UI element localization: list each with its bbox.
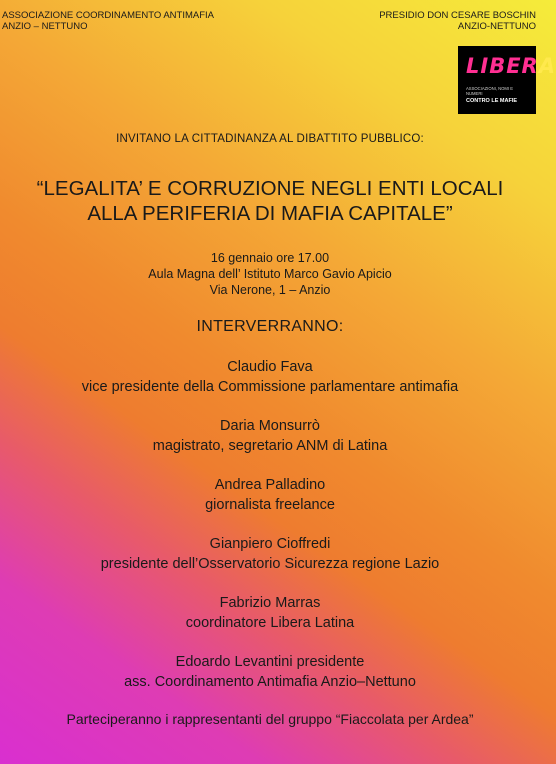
speaker-entry	[0, 534, 540, 593]
organizer-right-line: ANZIO-NETTUNO	[457, 21, 536, 32]
speaker-role: presidente dell’Osservatorio Sicurezza regione Lazio	[100, 556, 440, 572]
speaker-entry	[0, 475, 540, 534]
speaker-entry	[0, 416, 540, 475]
speakers-heading: INTERVERRANNO:	[196, 318, 344, 335]
speaker-role: magistrato, segretario ANM di Latina	[152, 438, 388, 454]
event-address: Via Nerone, 1 – Anzio	[209, 283, 331, 297]
organizer-left	[2, 10, 214, 32]
speaker-name: Gianpiero Cioffredi	[209, 536, 331, 552]
libera-logo	[458, 46, 556, 114]
logo-wordmark	[466, 54, 556, 78]
footer-note: Parteciperanno i rappresentanti del gruppo “Fiaccolata per Ardea”	[66, 711, 474, 727]
event-venue: Aula Magna dell’ Istituto Marco Gavio Apicio	[148, 267, 392, 281]
speaker-role: giornalista freelance	[205, 497, 335, 513]
organizer-left-line: ANZIO – NETTUNO	[2, 21, 88, 32]
invite-line: INVITANO LA CITTADINANZA AL DIBATTITO PUBBLICO:	[116, 133, 424, 145]
event-title-line: “LEGALITA’ E CORRUZIONE NEGLI ENTI LOCALI	[36, 177, 504, 200]
speakers-list	[0, 357, 540, 711]
speaker-role: ass. Coordinamento Antimafia Anzio–Nettuno	[124, 674, 416, 690]
event-date-time: 16 gennaio ore 17.00	[210, 251, 330, 265]
speaker-role: coordinatore Libera Latina	[185, 615, 355, 631]
speaker-name: Claudio Fava	[227, 359, 313, 375]
logo-subtitle: CONTRO LE MAFIE	[466, 98, 518, 104]
speaker-name: Andrea Palladino	[214, 477, 326, 493]
logo-tagline: ASSOCIAZIONI, NOMI E NUMERI	[466, 86, 513, 96]
speaker-name: Edoardo Levantini presidente	[175, 654, 365, 670]
speaker-name: Fabrizio Marras	[219, 595, 321, 611]
organizer-left-line: ASSOCIAZIONE COORDINAMENTO ANTIMAFIA	[2, 10, 215, 21]
event-title	[0, 176, 540, 226]
event-details	[0, 250, 540, 298]
organizer-right	[379, 10, 536, 32]
speaker-entry	[0, 357, 540, 416]
logo-word-main: LIBER	[466, 54, 539, 78]
logo-word-end: A	[538, 54, 556, 78]
speaker-role: vice presidente della Commissione parlamentare antimafia	[81, 379, 459, 395]
organizer-right-line: PRESIDIO DON CESARE BOSCHIN	[379, 10, 536, 21]
speaker-entry	[0, 593, 540, 652]
event-title-line: ALLA PERIFERIA DI MAFIA CAPITALE”	[87, 202, 453, 225]
speaker-name: Daria Monsurrò	[220, 418, 320, 434]
speaker-entry	[0, 652, 540, 711]
